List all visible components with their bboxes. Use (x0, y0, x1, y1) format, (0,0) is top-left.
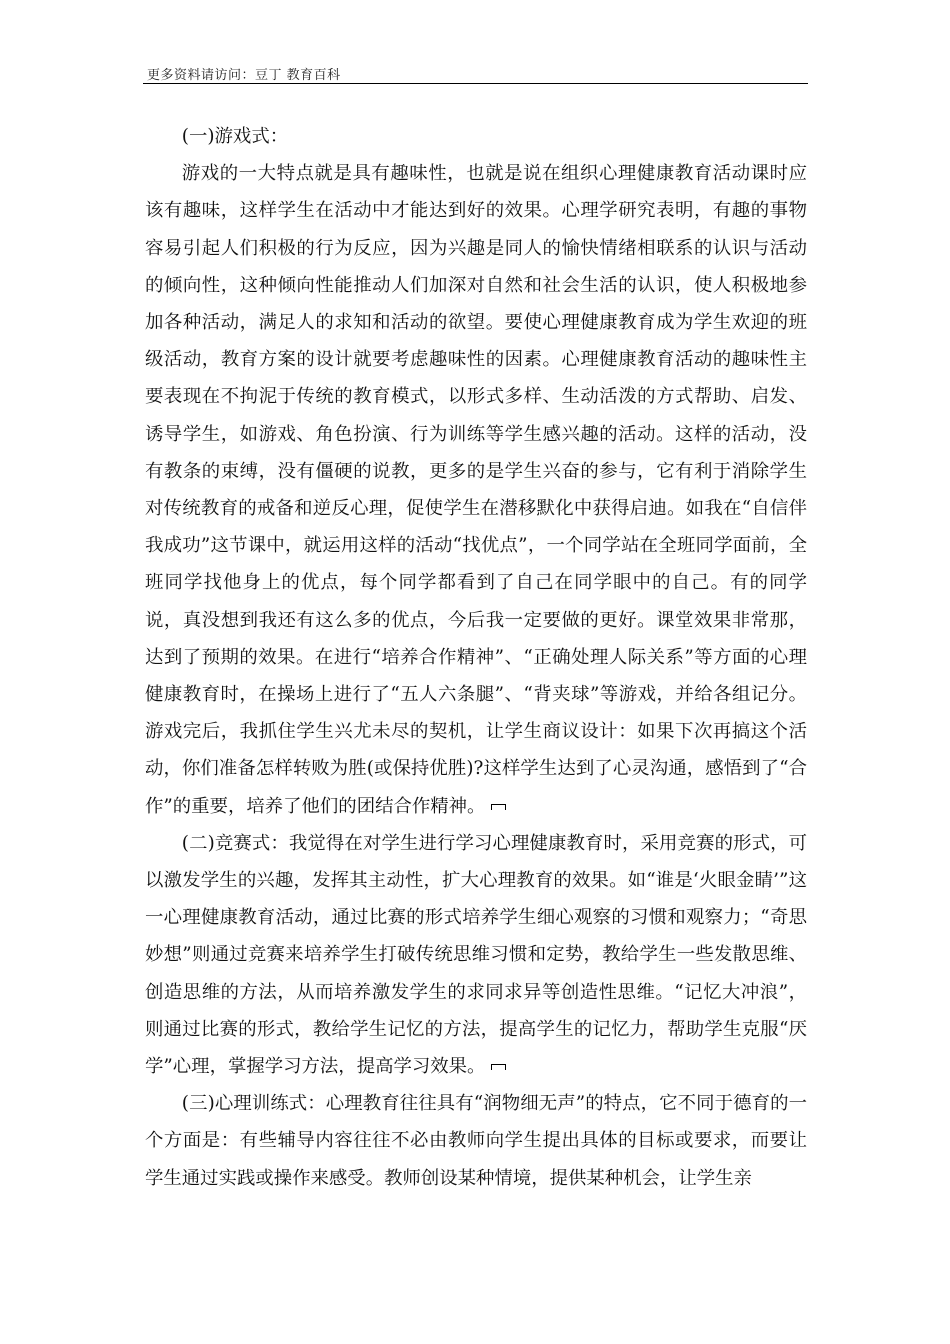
paragraph-mark-icon (491, 804, 506, 810)
paragraph-mark-icon (491, 1064, 506, 1070)
paragraph-training-text: (三)心理训练式：心理教育往往具有“润物细无声”的特点，它不同于德育的一个方面是：有些辅导内容往往不必由教师向学生提出具体的目标或要求，而要让学生通过实践或操作来感受。教师创设某种情境，提供某种机会，让学生亲 (145, 1093, 807, 1189)
paragraph-games-text: 游戏的一大特点就是具有趣味性，也就是说在组织心理健康教育活动课时应该有趣味，这样学生在活动中才能达到好的效果。心理学研究表明，有趣的事物容易引起人们积极的行为反应，因为兴趣是同人的愉快情绪相联系的认识与活动的倾向性，这种倾向性能推动人们加深对自然和社会生活的认识，使人积极地参加各种活动，满足人的求知和活动的欲望。要使心理健康教育成为学生欢迎的班级活动，教育方案的设计就要考虑趣味性的因素。心理健康教育活动的趣味性主要表现在不拘泥于传统的教育模式，以形式多样、生动活泼的方式帮助、启发、诱导学生，如游戏、角色扮演、行为训练等学生感兴趣的活动。这样的活动，没有教条的束缚，没有僵硬的说教，更多的是学生兴奋的参与，它有利于消除学生对传统教育的戒备和逆反心理，促使学生在潜移默化中获得启迪。如我在“自信伴我成功”这节课中，就运用这样的活动“找优点”，一个同学站在全班同学面前，全班同学找他身上的优点，每个同学都看到了自己在同学眼中的自己。有的同学说，真没想到我还有这么多的优点，今后我一定要做的更好。课堂效果非常那，达到了预期的效果。在进行“培养合作精神”、“正确处理人际关系”等方面的心理健康教育时，在操场上进行了“五人六条腿”、“背夹球”等游戏，并给各组记分。游戏完后，我抓住学生兴尤未尽的契机，让学生商议设计：如果下次再搞这个活动，你们准备怎样转败为胜(或保持优胜)?这样学生达到了心灵沟通，感悟到了“合作”的重要，培养了他们的团结合作精神。 (145, 163, 807, 817)
paragraph-games (145, 155, 807, 825)
paragraph-training (145, 1085, 807, 1197)
header-divider (143, 83, 808, 84)
document-body (145, 118, 807, 1197)
section-heading-games: (一)游戏式： (181, 126, 289, 147)
paragraph-competition (145, 825, 807, 1085)
paragraph-competition-text: (二)竞赛式：我觉得在对学生进行学习心理健康教育时，采用竞赛的形式，可以激发学生的兴趣，发挥其主动性，扩大心理教育的效果。如“谁是‘火眼金睛’”这一心理健康教育活动，通过比赛的形式培养学生细心观察的习惯和观察力；“奇思妙想”则通过竞赛来培养学生打破传统思维习惯和定势，教给学生一些发散思维、创造思维的方法，从而培养激发学生的求同求异等创造性思维。“记忆大冲浪”，则通过比赛的形式，教给学生记忆的方法，提高学生的记忆力，帮助学生克服“厌学”心理，掌握学习方法，提高学习效果。 (145, 832, 807, 1078)
page-header: 更多资料请访问：豆丁 教育百科 (147, 68, 341, 83)
